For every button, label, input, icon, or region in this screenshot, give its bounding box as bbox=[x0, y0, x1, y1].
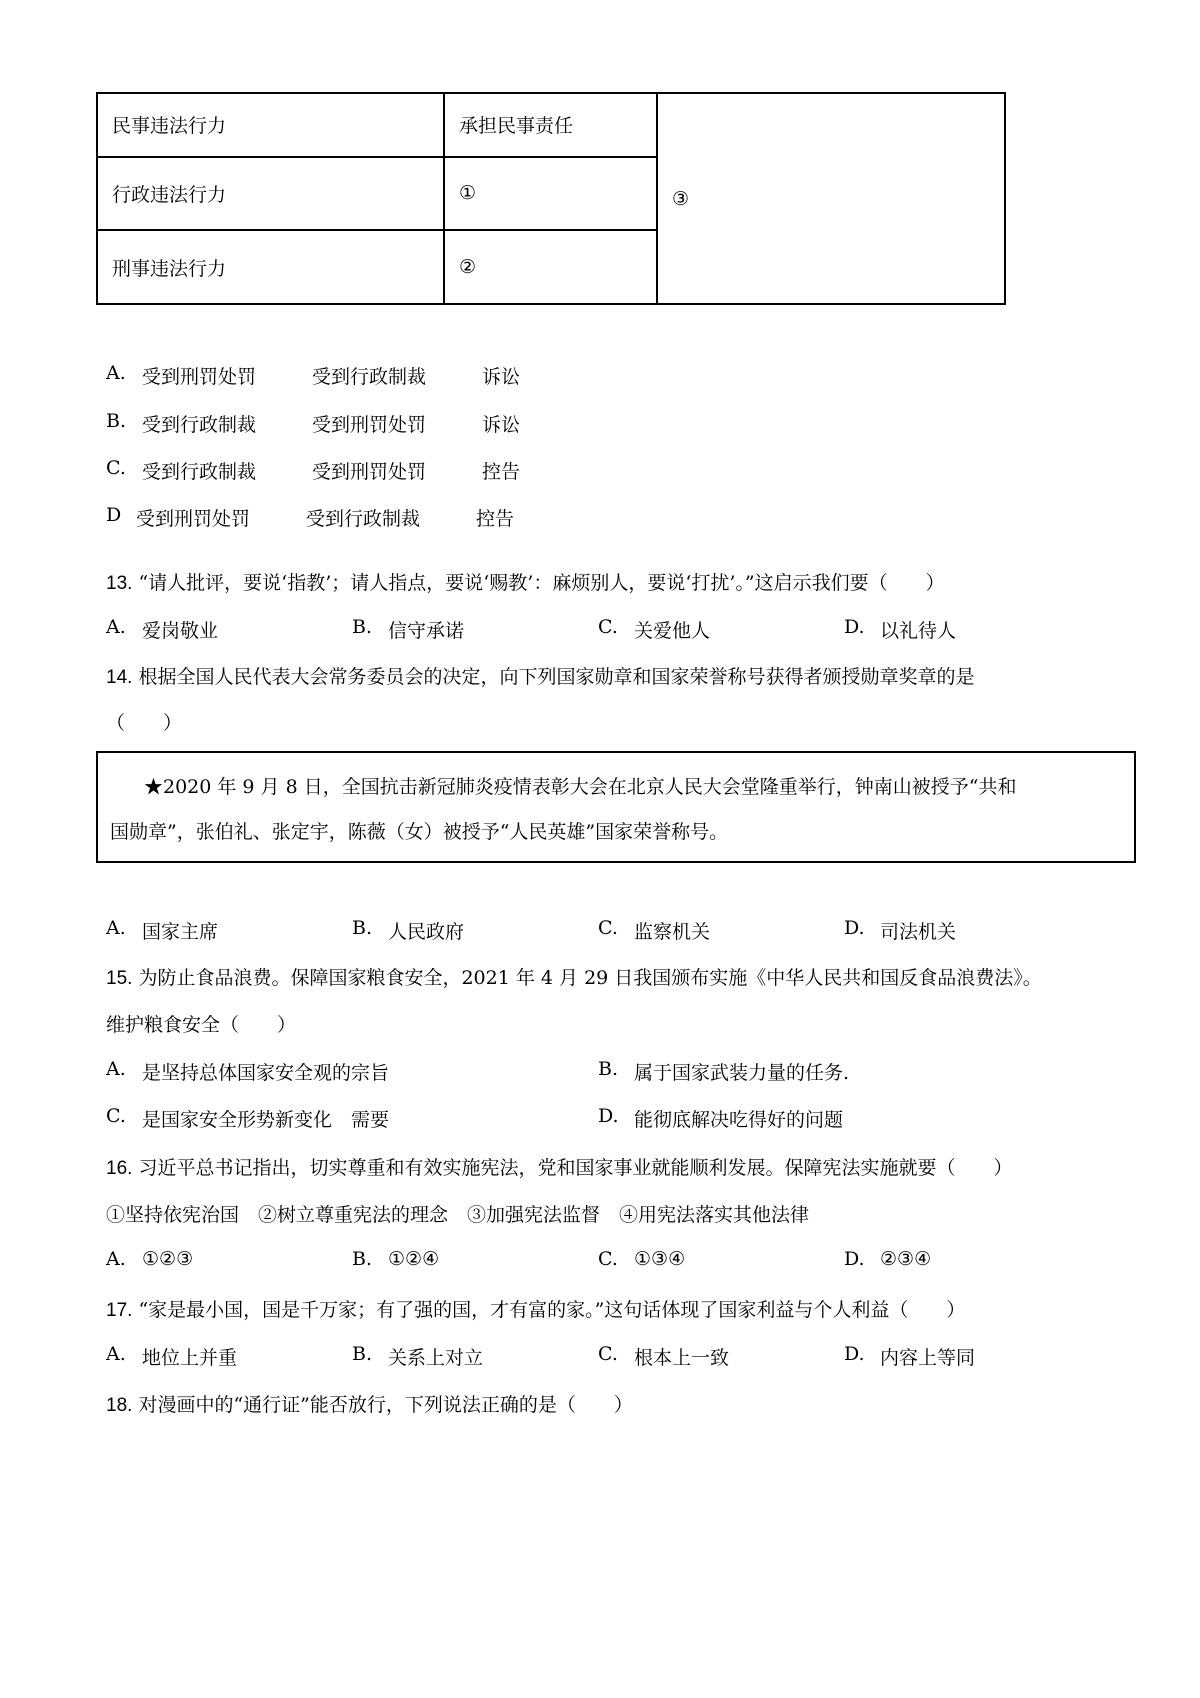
question-17 bbox=[106, 1295, 965, 1322]
option-label: B. bbox=[352, 1248, 373, 1270]
option-label: B. bbox=[352, 1343, 373, 1365]
option-text: 受到刑罚处罚 bbox=[312, 414, 427, 436]
question-18 bbox=[106, 1390, 633, 1417]
table-row bbox=[97, 93, 1005, 157]
option-text: 受到行政制裁 bbox=[142, 414, 257, 436]
statement-list: ①坚持依宪治国 ②树立尊重宪法的理念 ③加强宪法监督 ④用宪法落实其他法律 bbox=[106, 1204, 810, 1226]
table-cell: ② bbox=[444, 230, 657, 304]
option-text: 受到刑罚处罚 bbox=[142, 366, 257, 388]
option-text: 关系上对立 bbox=[388, 1347, 484, 1369]
option-label: C. bbox=[598, 917, 618, 939]
option-label: D. bbox=[598, 1105, 619, 1127]
question-number: 16. bbox=[106, 1158, 133, 1179]
option-label: A. bbox=[106, 616, 126, 638]
option-text: 受到行政制裁 bbox=[306, 508, 421, 530]
option-text: 人民政府 bbox=[388, 921, 465, 943]
material-box bbox=[96, 751, 1136, 863]
option-text: 信守承诺 bbox=[388, 620, 465, 642]
question-number: 13. bbox=[106, 573, 133, 594]
option-text: 受到刑罚处罚 bbox=[312, 461, 427, 483]
option-label: D. bbox=[844, 1343, 865, 1365]
option-text: 是国家安全形势新变化 需要 bbox=[142, 1109, 390, 1131]
question-text: 对漫画中的“通行证”能否放行，下列说法正确的是（ ） bbox=[138, 1394, 633, 1416]
option-label: D. bbox=[844, 917, 865, 939]
option-text: 关爱他人 bbox=[634, 620, 711, 642]
question-number: 18. bbox=[106, 1395, 133, 1416]
question-text: 为防止食品浪费。保障国家粮食安全，2021 年 4 月 29 日我国颁布实施《中华人民共和国反食品浪费法》。 bbox=[138, 967, 1042, 989]
table-cell: 承担民事责任 bbox=[444, 93, 657, 157]
table-cell: 民事违法行力 bbox=[97, 93, 444, 157]
option-text: 属于国家武装力量的任务. bbox=[634, 1062, 850, 1084]
option-text: ①②④ bbox=[388, 1248, 440, 1270]
question-14 bbox=[106, 662, 974, 689]
question-15 bbox=[106, 963, 1042, 990]
table-cell: 刑事违法行力 bbox=[97, 230, 444, 304]
option-label: D. bbox=[844, 616, 865, 638]
option-label: B. bbox=[352, 616, 373, 638]
material-text: 国勋章”，张伯礼、张定宇，陈薇（女）被授予“人民英雄”国家荣誉称号。 bbox=[110, 821, 729, 843]
option-label: B. bbox=[598, 1058, 619, 1080]
question-16 bbox=[106, 1153, 1012, 1180]
table-cell: ① bbox=[444, 157, 657, 231]
option-label: A. bbox=[106, 362, 126, 384]
option-text: 国家主席 bbox=[142, 921, 219, 943]
option-text: 根本上一致 bbox=[634, 1347, 730, 1369]
option-text: 控告 bbox=[482, 461, 521, 483]
option-text: ①③④ bbox=[634, 1248, 686, 1270]
question-text-cont: （ ） bbox=[106, 712, 183, 734]
option-text: 诉讼 bbox=[482, 414, 521, 436]
option-label: C. bbox=[598, 616, 618, 638]
option-text: 能彻底解决吃得好的问题 bbox=[634, 1109, 844, 1131]
table-cell: 行政违法行力 bbox=[97, 157, 444, 231]
option-text: 受到刑罚处罚 bbox=[136, 508, 251, 530]
question-number: 15. bbox=[106, 968, 133, 989]
option-label: A. bbox=[106, 1343, 126, 1365]
option-text: 以礼待人 bbox=[880, 620, 957, 642]
option-label: C. bbox=[598, 1343, 618, 1365]
option-label: D. bbox=[844, 1248, 865, 1270]
material-text: ★2020 年 9 月 8 日，全国抗击新冠肺炎疫情表彰大会在北京人民大会堂隆重举行，钟南山被授予“共和 bbox=[144, 776, 1017, 798]
option-text: 内容上等同 bbox=[880, 1347, 976, 1369]
option-label: A. bbox=[106, 1058, 126, 1080]
question-text-cont: 维护粮食安全（ ） bbox=[106, 1014, 297, 1036]
table-cell-merged: ③ bbox=[657, 93, 1005, 304]
option-label: A. bbox=[106, 1248, 126, 1270]
option-label: B. bbox=[106, 410, 127, 432]
option-text: 地位上并重 bbox=[142, 1347, 238, 1369]
option-text: 监察机关 bbox=[634, 921, 711, 943]
law-table bbox=[96, 92, 1006, 305]
question-text: 习近平总书记指出，切实尊重和有效实施宪法，党和国家事业就能顺利发展。保障宪法实施就要（ ） bbox=[138, 1157, 1013, 1179]
option-text: 受到行政制裁 bbox=[142, 461, 257, 483]
question-13 bbox=[106, 568, 945, 595]
option-text: 是坚持总体国家安全观的宗旨 bbox=[142, 1062, 390, 1084]
option-text: 爱岗敬业 bbox=[142, 620, 219, 642]
option-text: ①②③ bbox=[142, 1248, 194, 1270]
option-text: ②③④ bbox=[880, 1248, 932, 1270]
option-label: D bbox=[106, 504, 122, 526]
question-number: 17. bbox=[106, 1300, 133, 1321]
option-label: B. bbox=[352, 917, 373, 939]
option-text: 受到行政制裁 bbox=[312, 366, 427, 388]
option-text: 诉讼 bbox=[482, 366, 521, 388]
question-text: “家是最小国，国是千万家；有了强的国，才有富的家。”这句话体现了国家利益与个人利益（ ） bbox=[138, 1299, 966, 1321]
option-label: C. bbox=[106, 1105, 126, 1127]
option-text: 司法机关 bbox=[880, 921, 957, 943]
option-text: 控告 bbox=[476, 508, 515, 530]
question-text: 根据全国人民代表大会常务委员会的决定，向下列国家勋章和国家荣誉称号获得者颁授勋章奖章的是 bbox=[138, 666, 975, 688]
option-label: C. bbox=[106, 457, 126, 479]
option-label: C. bbox=[598, 1248, 618, 1270]
question-number: 14. bbox=[106, 667, 133, 688]
question-text: “请人批评，要说‘指教’；请人指点，要说‘赐教’：麻烦别人，要说‘打扰’。”这启示我们要（ ） bbox=[138, 572, 945, 594]
option-label: A. bbox=[106, 917, 126, 939]
